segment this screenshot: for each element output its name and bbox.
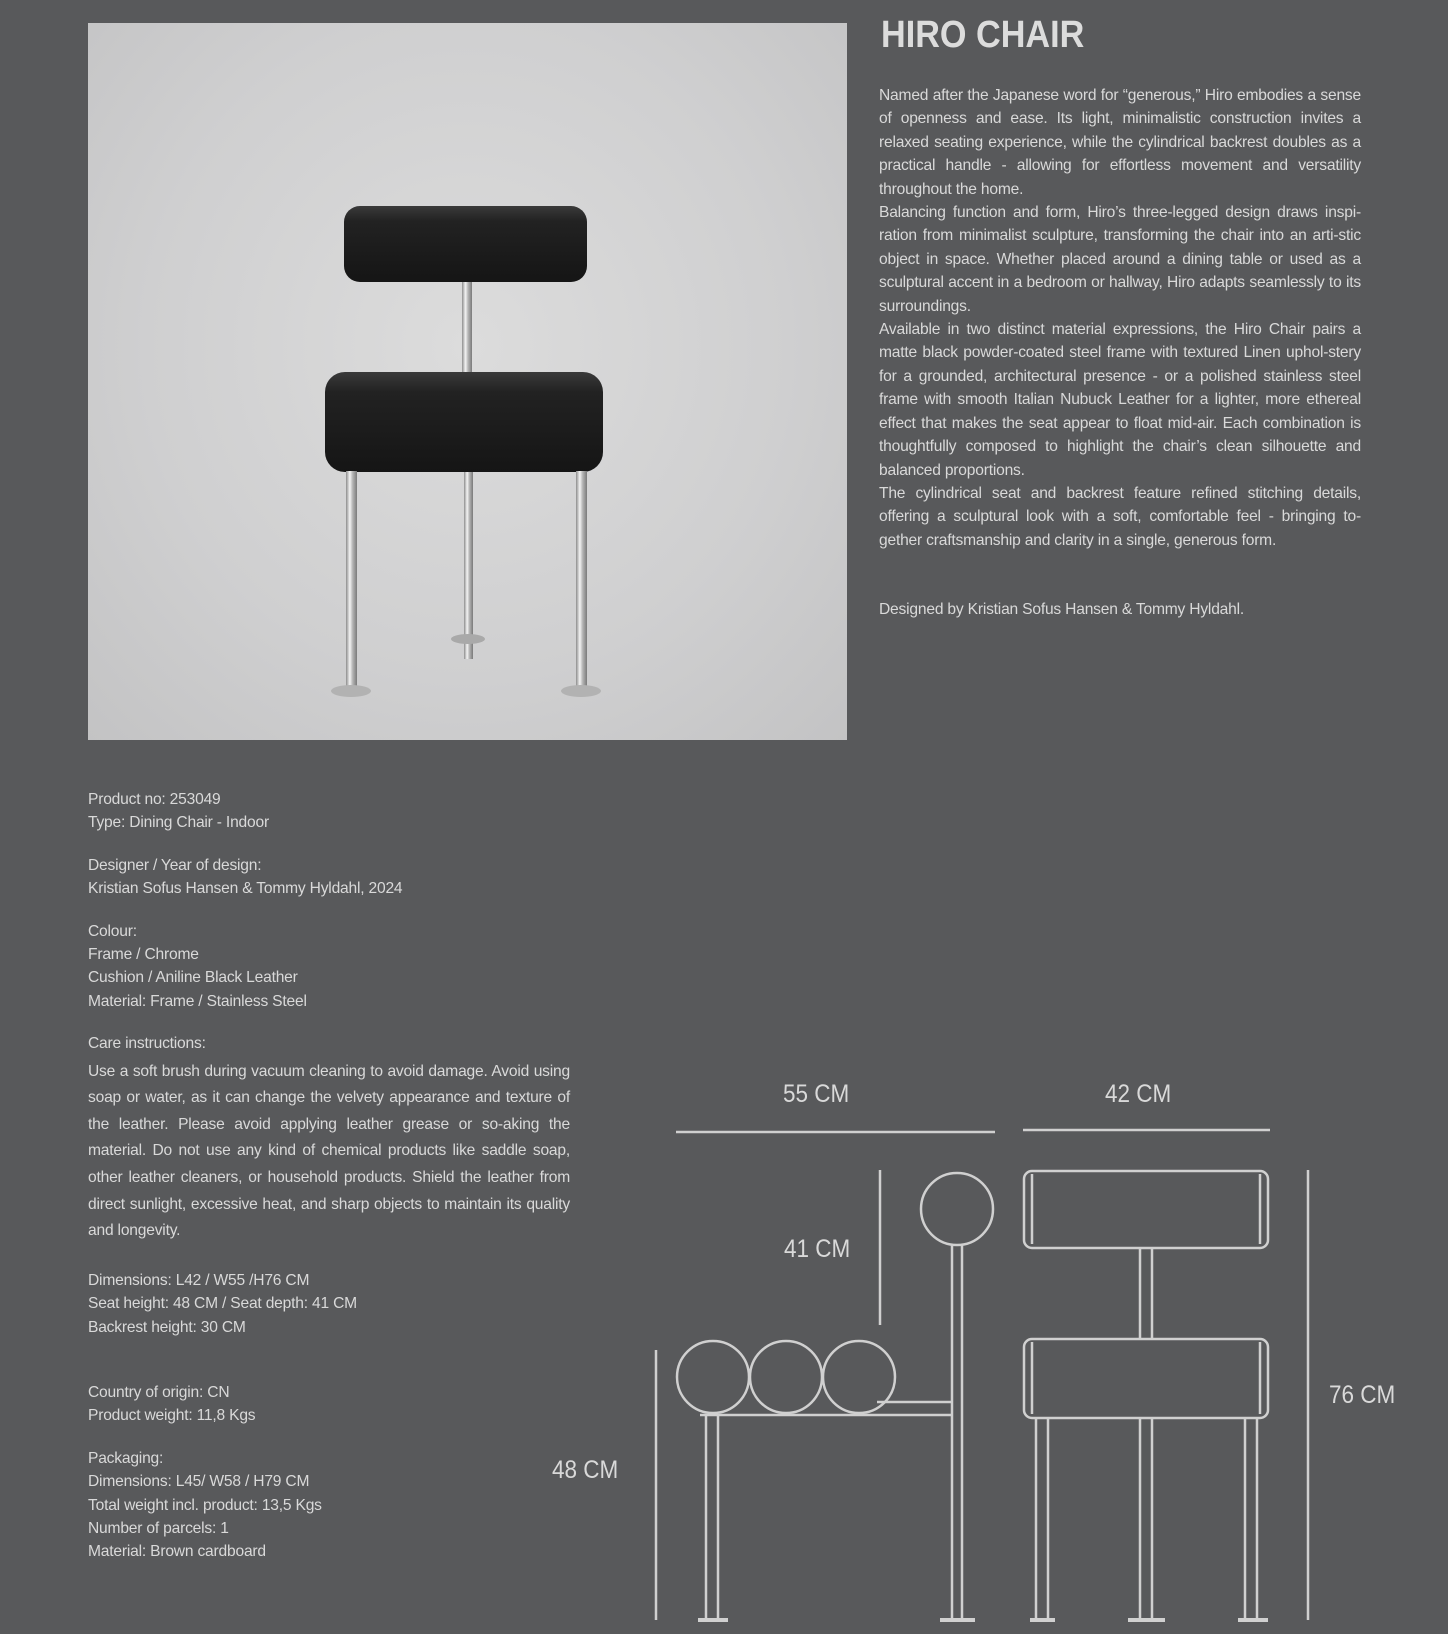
- spec-seat: Seat height: 48 CM / Seat depth: 41 CM: [88, 1295, 357, 1313]
- spec-material: Material: Frame / Stainless Steel: [88, 992, 307, 1010]
- product-title: HIRO CHAIR: [881, 14, 1085, 56]
- spec-pkg-dimensions: Dimensions: L45/ W58 / H79 CM: [88, 1473, 310, 1491]
- spec-country: Country of origin: CN: [88, 1384, 230, 1402]
- product-photo: [88, 23, 847, 740]
- side-view-drawing: [677, 1173, 993, 1620]
- product-specs: [88, 788, 570, 1564]
- spec-parcels: Number of parcels: 1: [88, 1520, 229, 1538]
- spec-weight: Product weight: 11,8 Kgs: [88, 1407, 256, 1425]
- total-height-dimension-label: 76 CM: [1329, 1381, 1396, 1409]
- description-paragraph: Balancing function and form, Hiro’s three-legged design draws inspi-ration from minimalist sculpture, transforming the chair into an arti-stic object in space. Whether placed around a dining table or used as a sculptural accent in a bedroom or hallway, Hiro adapts seamlessly to its surroundings.: [879, 204, 1361, 315]
- spec-type: Type: Dining Chair - Indoor: [88, 814, 269, 832]
- spec-cushion: Cushion / Aniline Black Leather: [88, 969, 298, 987]
- spec-product-no: Product no: 253049: [88, 791, 221, 808]
- spec-backrest: Backrest height: 30 CM: [88, 1318, 246, 1336]
- spec-designer-heading: Designer / Year of design:: [88, 856, 262, 874]
- seat-height-dimension-label: 48 CM: [552, 1456, 619, 1484]
- width-dimension-label: 55 CM: [783, 1080, 850, 1108]
- seat-depth-dimension-label: 41 CM: [784, 1235, 851, 1263]
- dimension-diagram: [540, 1120, 1440, 1634]
- spec-designer-value: Kristian Sofus Hansen & Tommy Hyldahl, 2024: [88, 880, 403, 898]
- spec-packaging-heading: Packaging:: [88, 1449, 164, 1467]
- spec-care-text: Use a soft brush during vacuum cleaning to avoid damage. Avoid using soap or water, as it can change the velvety appearance and texture of the leather. Please avoid applying leather grease or so-aking the material. Do not use any kind of chemical products like saddle soap, other leather cleaners, or household products. Shield the leather from direct sunlight, excessive heat, and sharp objects to maintain its quality and longevity.: [88, 1062, 570, 1240]
- product-description: [879, 84, 1361, 552]
- description-paragraph: Available in two distinct material expressions, the Hiro Chair pairs a matte black powder-coated steel frame with textured Linen uphol-stery for a grounded, architectural presence - or a polished stainless steel frame with smooth Italian Nubuck Leather for a lighter, more ethereal effect that makes the seat appear to float mid-air. Each combination is thoughtfully composed to highlight the chair’s clean silhouette and balanced proportions.: [879, 321, 1361, 479]
- front-view-drawing: [1024, 1171, 1268, 1620]
- description-paragraph: Named after the Japanese word for “generous,” Hiro embodies a sense of openness and ease. Its light, minimalistic construction invites a relaxed seating experience, while the cylindrical backrest doubles as a practical handle - allowing for effortless movement and versatility throughout the home.: [879, 87, 1361, 198]
- depth-dimension-label: 42 CM: [1105, 1080, 1172, 1108]
- spec-colour-heading: Colour:: [88, 922, 137, 940]
- spec-dimensions: Dimensions: L42 / W55 /H76 CM: [88, 1271, 310, 1289]
- spec-pkg-weight: Total weight incl. product: 13,5 Kgs: [88, 1496, 322, 1514]
- spec-care-heading: Care instructions:: [88, 1035, 206, 1053]
- description-paragraph: The cylindrical seat and backrest feature refined stitching details, offering a sculptural look with a soft, comfortable feel - bringing to-gether craftsmanship and clarity in a single, generous form.: [879, 484, 1361, 549]
- spec-pkg-material: Material: Brown cardboard: [88, 1543, 266, 1561]
- spec-frame: Frame / Chrome: [88, 946, 199, 964]
- chair-photo-illustration: [88, 23, 847, 740]
- designed-by: Designed by Kristian Sofus Hansen & Tommy Hyldahl.: [879, 601, 1245, 618]
